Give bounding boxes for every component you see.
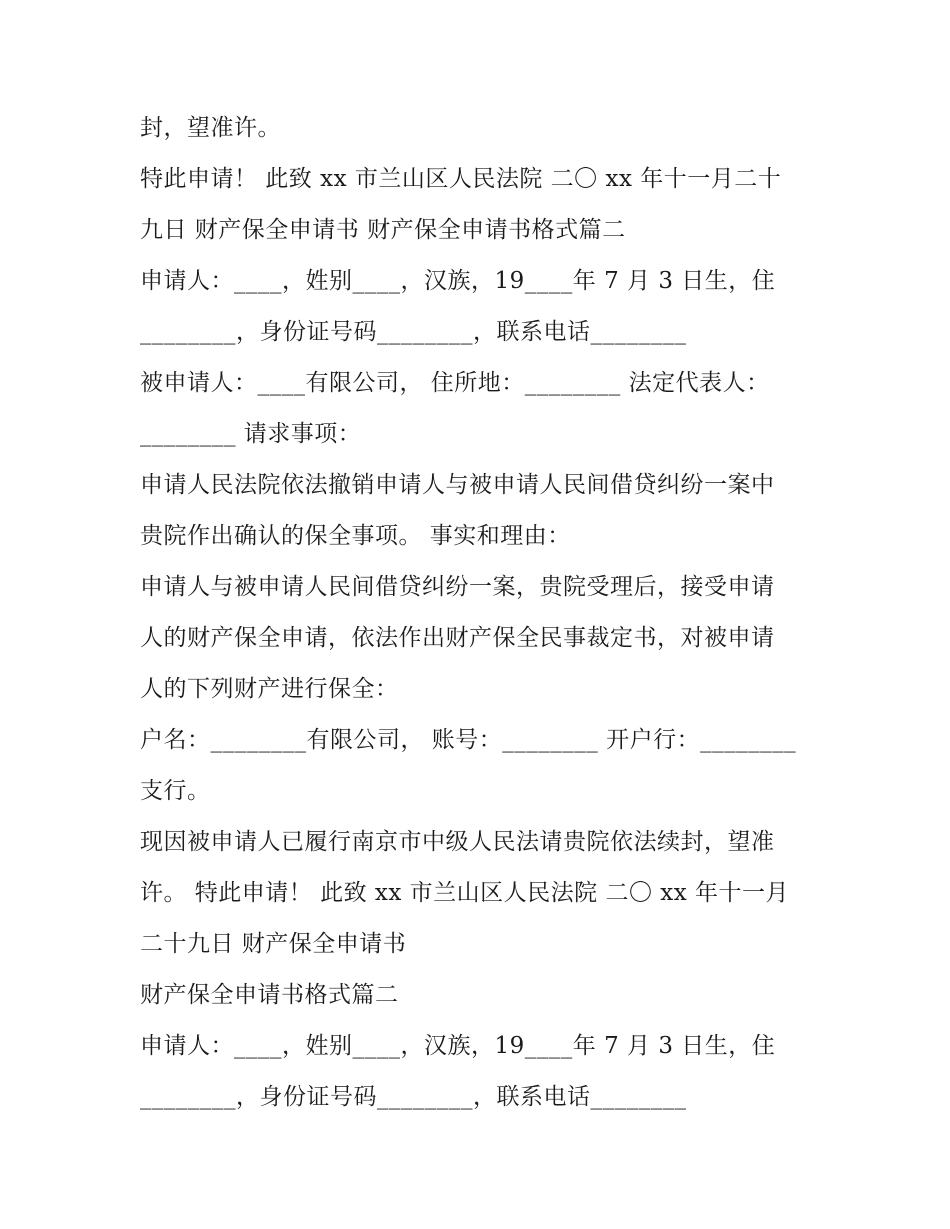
text-line: ________，身份证号码________，联系电话________ (140, 1084, 687, 1110)
document-body (140, 103, 820, 1123)
text-line: 现因被申请人已履行南京市中级人民法请贵院依法续封，望准 (140, 829, 775, 855)
text-line: 人的下列财产进行保全： (140, 676, 399, 702)
text-line: 特此申请！ 此致 xx 市兰山区人民法院 二〇 xx 年十一月二十 (140, 166, 782, 192)
text-line: 许。 特此申请！ 此致 xx 市兰山区人民法院 二〇 xx 年十一月 (140, 880, 790, 906)
text-line: 申请人与被申请人民间借贷纠纷一案，贵院受理后，接受申请 (140, 574, 775, 600)
text-line: 封，望准许。 (140, 115, 281, 141)
text-line: 被申请人：____有限公司， 住所地：________ 法定代表人： (140, 370, 770, 396)
text-line: 九日 财产保全申请书 财产保全申请书格式篇二 (140, 217, 626, 243)
text-line: 贵院作出确认的保全事项。 事实和理由： (140, 523, 571, 549)
text-line: 财产保全申请书格式篇二 (140, 982, 399, 1008)
text-line: 申请人：____，姓别____，汉族，19____年 7 月 3 日生，住 (140, 268, 776, 294)
text-line: 户名：________有限公司， 账号：________ 开户行：________ (140, 727, 797, 753)
text-line: 申请人：____，姓别____，汉族，19____年 7 月 3 日生，住 (140, 1033, 776, 1059)
text-line: 二十九日 财产保全申请书 (140, 931, 407, 957)
text-line: ________ 请求事项： (140, 421, 362, 447)
text-line: 支行。 (140, 778, 211, 804)
text-line: 人的财产保全申请，依法作出财产保全民事裁定书，对被申请 (140, 625, 775, 651)
text-line: ________，身份证号码________，联系电话________ (140, 319, 687, 345)
text-line: 申请人民法院依法撤销申请人与被申请人民间借贷纠纷一案中 (140, 472, 775, 498)
